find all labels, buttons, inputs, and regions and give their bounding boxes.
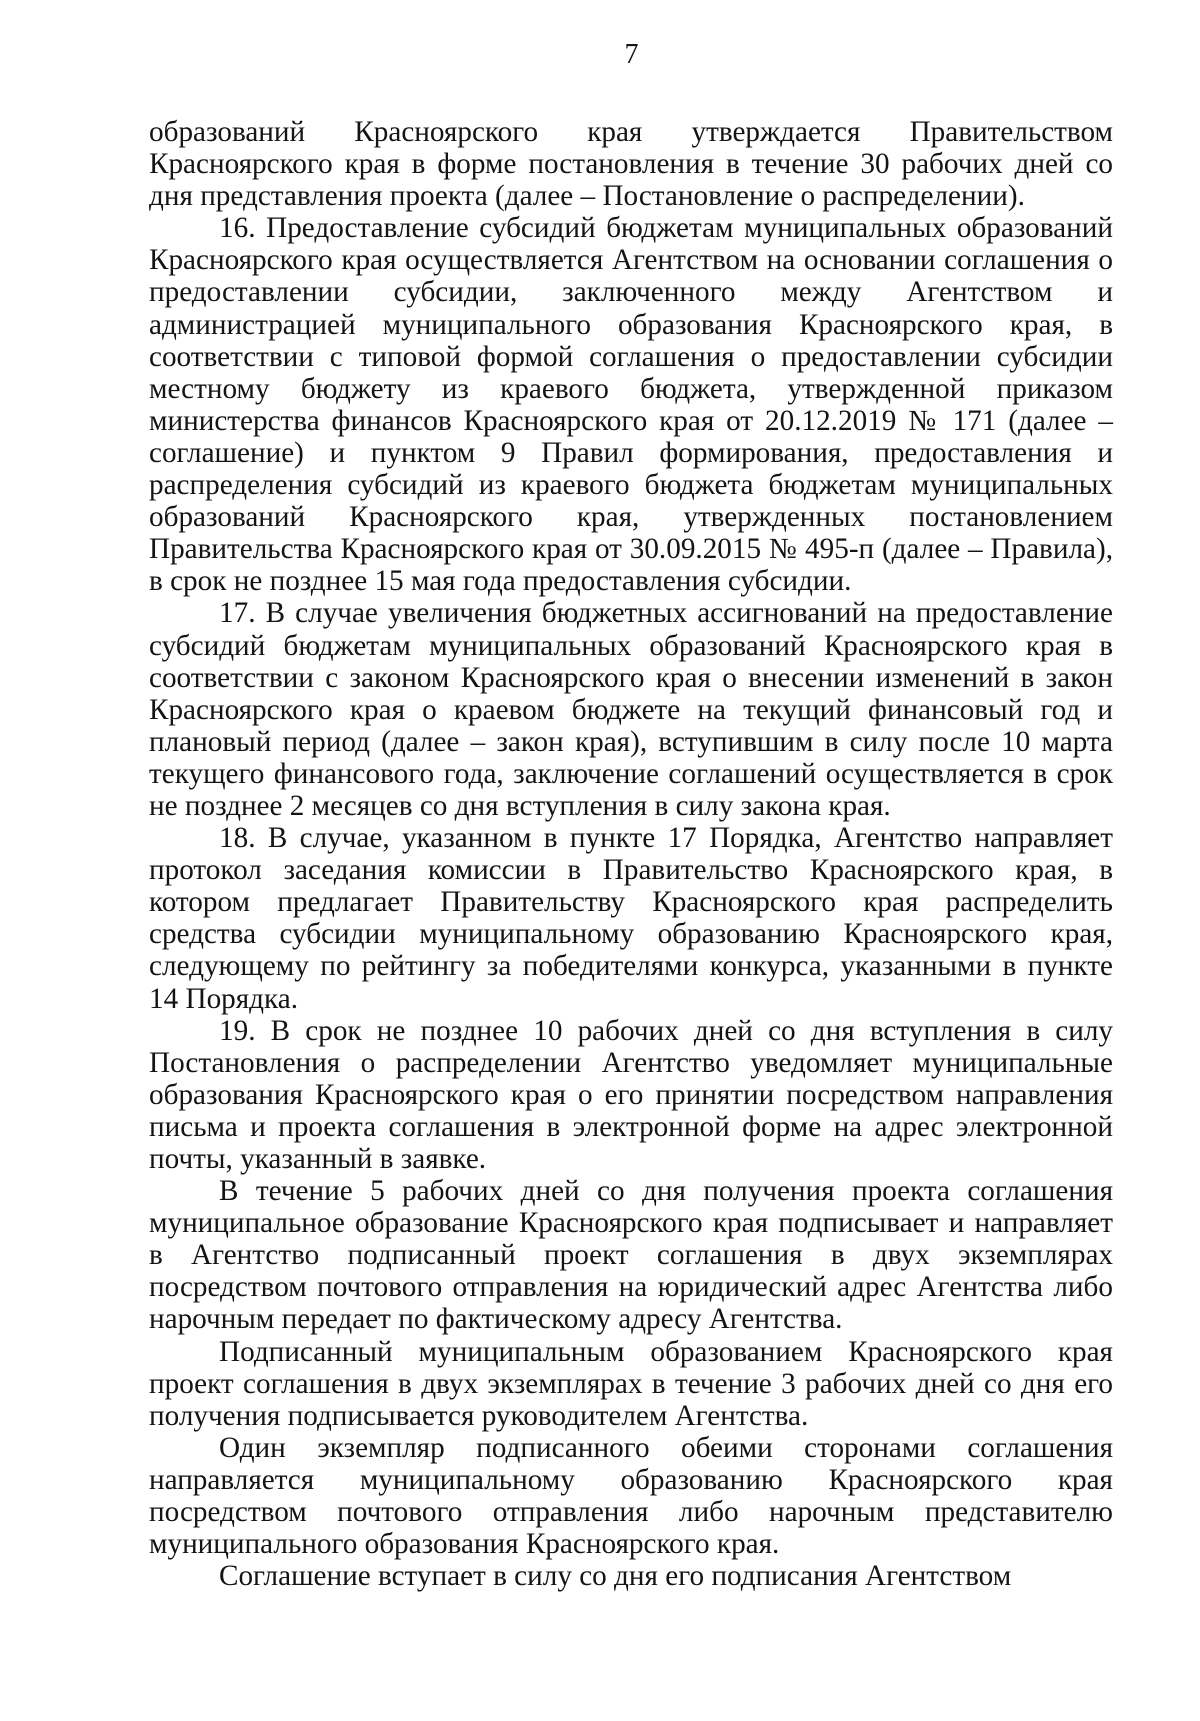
paragraph-copy-distribution: Один экземпляр подписанного обеими сторонами соглашения направляется муниципальному образованию Красноярского края посредством почтового отправления либо нарочным представителю муниципального образования Красноярского края. <box>149 1431 1113 1561</box>
paragraph-item-18: 18. В случае, указанном в пункте 17 Порядка, Агентство направляет протокол заседания комиссии в Правительство Красноярского края, в котором предлагает Правительству Красноярского края распределить средства субсидии муниципальному образованию Красноярского края, следующему по рейтингу за победителями конкурса, указанными в пункте 14 Порядка. <box>149 822 1113 1015</box>
page-number: 7 <box>624 39 639 70</box>
paragraph-item-16: 16. Предоставление субсидий бюджетам муниципальных образований Красноярского края осуществляется Агентством на основании соглашения о предоставлении субсидии, заключенного между Агентством и администрацией муниципального образования Красноярского края, в соответствии с типовой формой соглашения о предоставлении субсидии местному бюджету из краевого бюджета, утвержденной приказом министерства финансов Красноярского края от 20.12.2019 № 171 (далее – соглашение) и пунктом 9 Правил формирования, предоставления и распределения субсидий из краевого бюджета бюджетам муниципальных образований Красноярского края, утвержденных постановлением Правительства Красноярского края от 30.09.2015 № 495-п (далее – Правила), в срок не позднее 15 мая года предоставления субсидии. <box>149 212 1113 598</box>
paragraph-item-19: 19. В срок не позднее 10 рабочих дней со дня вступления в силу Постановления о распределении Агентство уведомляет муниципальные образования Красноярского края о его принятии посредством направления письма и проекта соглашения в электронной форме на адрес электронной почты, указанный в заявке. <box>149 1014 1113 1175</box>
paragraph-item-17: 17. В случае увеличения бюджетных ассигнований на предоставление субсидий бюджетам муниципальных образований Красноярского края в соответствии с законом Красноярского края о внесении изменений в закон Красноярского края о краевом бюджете на текущий финансовый год и плановый период (далее – закон края), вступившим в силу после 10 марта текущего финансового года, заключение соглашений осуществляется в срок не позднее 2 месяцев со дня вступления в силу закона края. <box>149 597 1113 822</box>
paragraph-signing-terms: В течение 5 рабочих дней со дня получения проекта соглашения муниципальное образование Красноярского края подписывает и направляет в Агентство подписанный проект соглашения в двух экземплярах посредством почтового отправления на юридический адрес Агентства либо нарочным передает по фактическому адресу Агентства. <box>149 1175 1113 1336</box>
document-body <box>149 116 1113 1592</box>
paragraph-entry-into-force: Соглашение вступает в силу со дня его подписания Агентством <box>219 1560 1012 1593</box>
paragraph-continuation: образований Красноярского края утверждается Правительством Красноярского края в форме постановления в течение 30 рабочих дней со дня представления проекта (далее – Постановление о распределении). <box>149 116 1113 213</box>
paragraph-agency-signing: Подписанный муниципальным образованием Красноярского края проект соглашения в двух экземплярах в течение 3 рабочих дней со дня его получения подписывается руководителем Агентства. <box>149 1335 1113 1432</box>
